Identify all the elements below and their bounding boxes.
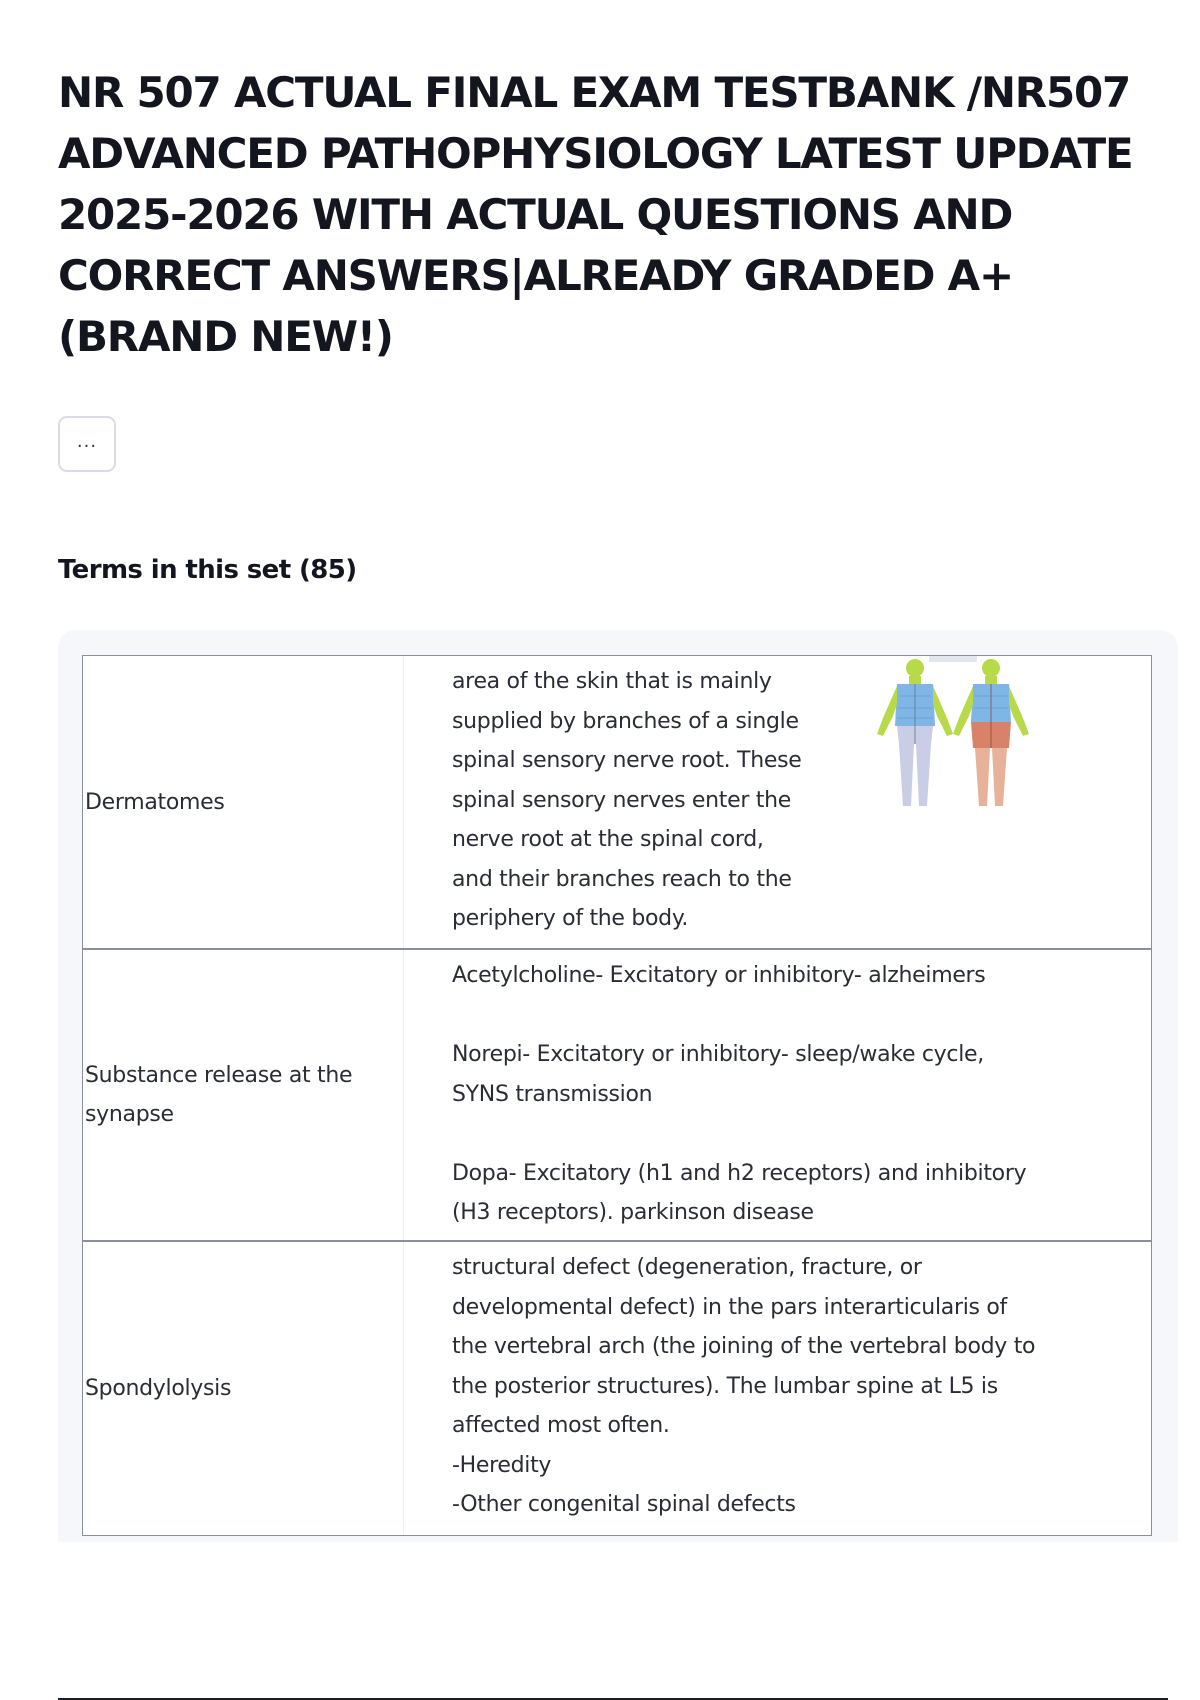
front-body-figure	[877, 659, 953, 806]
definition-text: structural defect (degeneration, fracture, or developmental defect) in the pars interarticularis of the vertebral arch (the joining of the vertebral body to the posterior structures). The lumbar spine at L5 is affected most often. -Heredity -Other congenital spinal defects	[452, 1255, 1036, 1517]
dermatome-image	[863, 656, 1043, 808]
definition-cell	[452, 1248, 1141, 1525]
term-cell	[83, 656, 404, 948]
more-horizontal-icon: ...	[76, 430, 98, 452]
term-text: Dermatomes	[85, 789, 225, 815]
definition-cell	[452, 956, 1141, 1233]
term-row	[83, 656, 1151, 948]
term-text: Substance release at the synapse	[85, 1063, 353, 1127]
term-cell	[83, 950, 404, 1240]
term-row	[83, 1240, 1151, 1535]
definition-text: Acetylcholine- Excitatory or inhibitory- alzheimers Norepi- Excitatory or inhibitory- sleep/wake cycle, SYNS transmission Dopa- Excitatory (h1 and h2 receptors) and inhibitory (H3 receptors). parkinson disease	[452, 963, 1027, 1225]
page-title: NR 507 ACTUAL FINAL EXAM TESTBANK /NR507 ADVANCED PATHOPHYSIOLOGY LATEST UPDATE 2025-2026 WITH ACTUAL QUESTIONS AND CORRECT ANSWERS|ALREADY GRADED A+ (BRAND NEW!)	[58, 68, 1133, 361]
terms-heading: Terms in this set (85)	[58, 555, 357, 585]
definition-text: area of the skin that is mainly supplied by branches of a single spinal sensory nerve root. These spinal sensory nerves enter the nerve root at the spinal cord, and their branches reach to the periphery of the body.	[452, 669, 802, 931]
term-text: Spondylolysis	[85, 1376, 232, 1401]
back-body-figure	[953, 659, 1029, 806]
terms-table	[82, 655, 1152, 1536]
more-options-button[interactable]	[58, 416, 116, 472]
term-cell	[83, 1242, 404, 1535]
term-row	[83, 948, 1151, 1240]
